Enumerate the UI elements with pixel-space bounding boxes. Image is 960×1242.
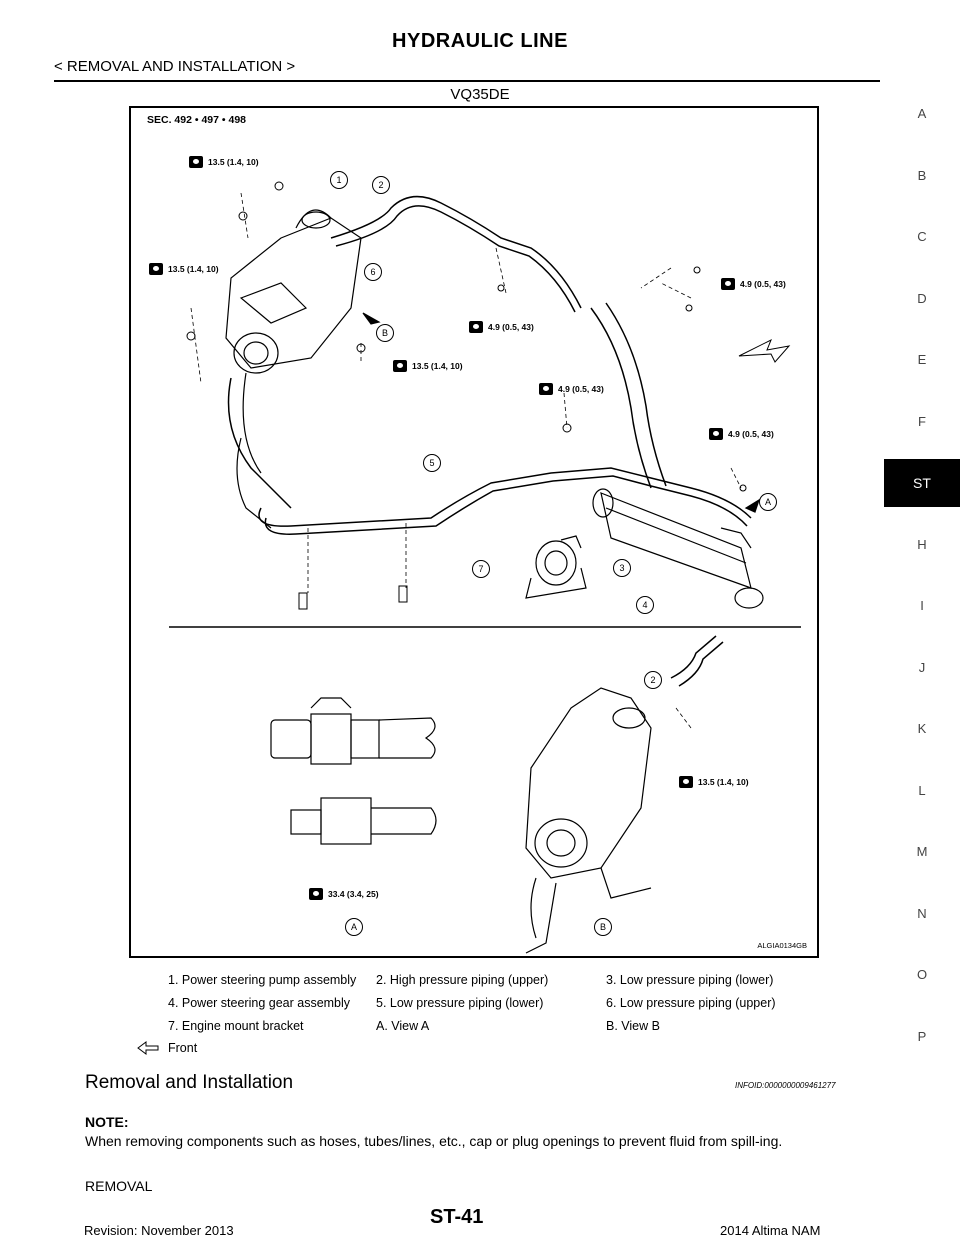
section-tab-e[interactable]: E <box>917 352 927 367</box>
torque-wrench-icon <box>679 776 693 788</box>
legend-item: 1. Power steering pump assembly <box>168 972 357 987</box>
section-tab-h[interactable]: H <box>917 536 927 552</box>
note-label: NOTE: <box>85 1114 129 1130</box>
callout-7: 7 <box>472 560 490 578</box>
callout-3: 3 <box>613 559 631 577</box>
legend-item: 7. Engine mount bracket <box>168 1018 304 1033</box>
torque-wrench-icon <box>709 428 723 440</box>
callout-view-b-lower: B <box>594 918 612 936</box>
torque-spec: 13.5 (1.4, 10) <box>393 360 463 372</box>
section-tab-o[interactable]: O <box>916 967 928 982</box>
section-tab-a[interactable]: A <box>917 106 927 121</box>
section-reference: SEC. 492 • 497 • 498 <box>147 114 247 126</box>
section-tab-m[interactable]: M <box>916 844 928 859</box>
torque-wrench-icon <box>469 321 483 333</box>
section-tab-p[interactable]: P <box>917 1028 927 1044</box>
torque-spec: 13.5 (1.4, 10) <box>189 156 259 168</box>
removal-heading: REMOVAL <box>85 1178 153 1194</box>
info-id: INFOID:0000000009461277 <box>735 1081 836 1090</box>
callout-view-a: A <box>759 493 777 511</box>
section-tab-st[interactable]: ST <box>884 459 960 507</box>
torque-spec: 33.4 (3.4, 25) <box>309 888 379 900</box>
section-tab-k[interactable]: K <box>917 721 927 736</box>
callout-6: 6 <box>364 263 382 281</box>
section-tab-b[interactable]: B <box>917 167 927 183</box>
torque-spec: 4.9 (0.5, 43) <box>539 383 604 395</box>
section-tab-i[interactable]: I <box>920 598 924 613</box>
footer-model: 2014 Altima NAM <box>720 1223 821 1238</box>
section-tab-n[interactable]: N <box>917 905 927 921</box>
callout-5: 5 <box>423 454 441 472</box>
torque-spec: 13.5 (1.4, 10) <box>679 776 749 788</box>
torque-wrench-icon <box>149 263 163 275</box>
legend-row <box>168 1014 828 1037</box>
callout-view-a-lower: A <box>345 918 363 936</box>
legend-item: 4. Power steering gear assembly <box>168 995 351 1010</box>
callout-view-b: B <box>376 324 394 342</box>
legend-row <box>168 991 828 1014</box>
torque-wrench-icon <box>393 360 407 372</box>
torque-wrench-icon <box>539 383 553 395</box>
torque-wrench-icon <box>721 278 735 290</box>
header-rule <box>54 80 880 82</box>
figure-caption: VQ35DE <box>450 86 510 103</box>
view-a-fitting-drawing <box>271 698 436 844</box>
front-label: Front <box>168 1041 198 1055</box>
legend-item: B. View B <box>606 1018 660 1033</box>
legend-item: 5. Low pressure piping (lower) <box>376 995 544 1010</box>
power-steering-pump-drawing <box>226 210 361 508</box>
torque-spec: 4.9 (0.5, 43) <box>721 278 786 290</box>
section-tab-c[interactable]: C <box>917 229 927 244</box>
section-tab-d[interactable]: D <box>917 290 927 306</box>
torque-wrench-icon <box>309 888 323 900</box>
legend-item: 6. Low pressure piping (upper) <box>606 995 776 1010</box>
legend-item: 3. Low pressure piping (lower) <box>606 972 774 987</box>
legend-item: 2. High pressure piping (upper) <box>376 972 549 987</box>
front-legend <box>136 1041 197 1055</box>
torque-spec: 13.5 (1.4, 10) <box>149 263 219 275</box>
page-title: HYDRAULIC LINE <box>392 30 568 52</box>
callout-4: 4 <box>636 596 654 614</box>
section-tab-j[interactable]: J <box>918 659 926 675</box>
callout-2-lower: 2 <box>644 671 662 689</box>
front-arrow-icon <box>136 1041 168 1055</box>
section-tab-f[interactable]: F <box>918 413 926 429</box>
component-illustration <box>131 108 819 958</box>
torque-spec: 4.9 (0.5, 43) <box>469 321 534 333</box>
legend-item: A. View A <box>376 1018 430 1033</box>
parts-legend <box>168 968 828 1037</box>
legend-row <box>168 968 828 991</box>
engine-mount-bracket-drawing <box>526 536 586 598</box>
note-text: When removing components such as hoses, tubes/lines, etc., cap or plug openings to prevent fluid from spill-ing. <box>85 1133 783 1149</box>
page-subhead: < REMOVAL AND INSTALLATION > <box>54 58 296 75</box>
section-heading: Removal and Installation <box>85 1072 294 1093</box>
section-tab-l[interactable]: L <box>918 782 926 798</box>
figure-code: ALGIA0134GB <box>757 941 807 950</box>
callout-1: 1 <box>330 171 348 189</box>
exploded-view-figure <box>129 106 819 958</box>
torque-spec: 4.9 (0.5, 43) <box>709 428 774 440</box>
view-b-pump-drawing <box>526 636 723 953</box>
footer-revision: Revision: November 2013 <box>84 1223 234 1238</box>
callout-2: 2 <box>372 176 390 194</box>
footer-page-number: ST-41 <box>430 1206 484 1228</box>
torque-wrench-icon <box>189 156 203 168</box>
